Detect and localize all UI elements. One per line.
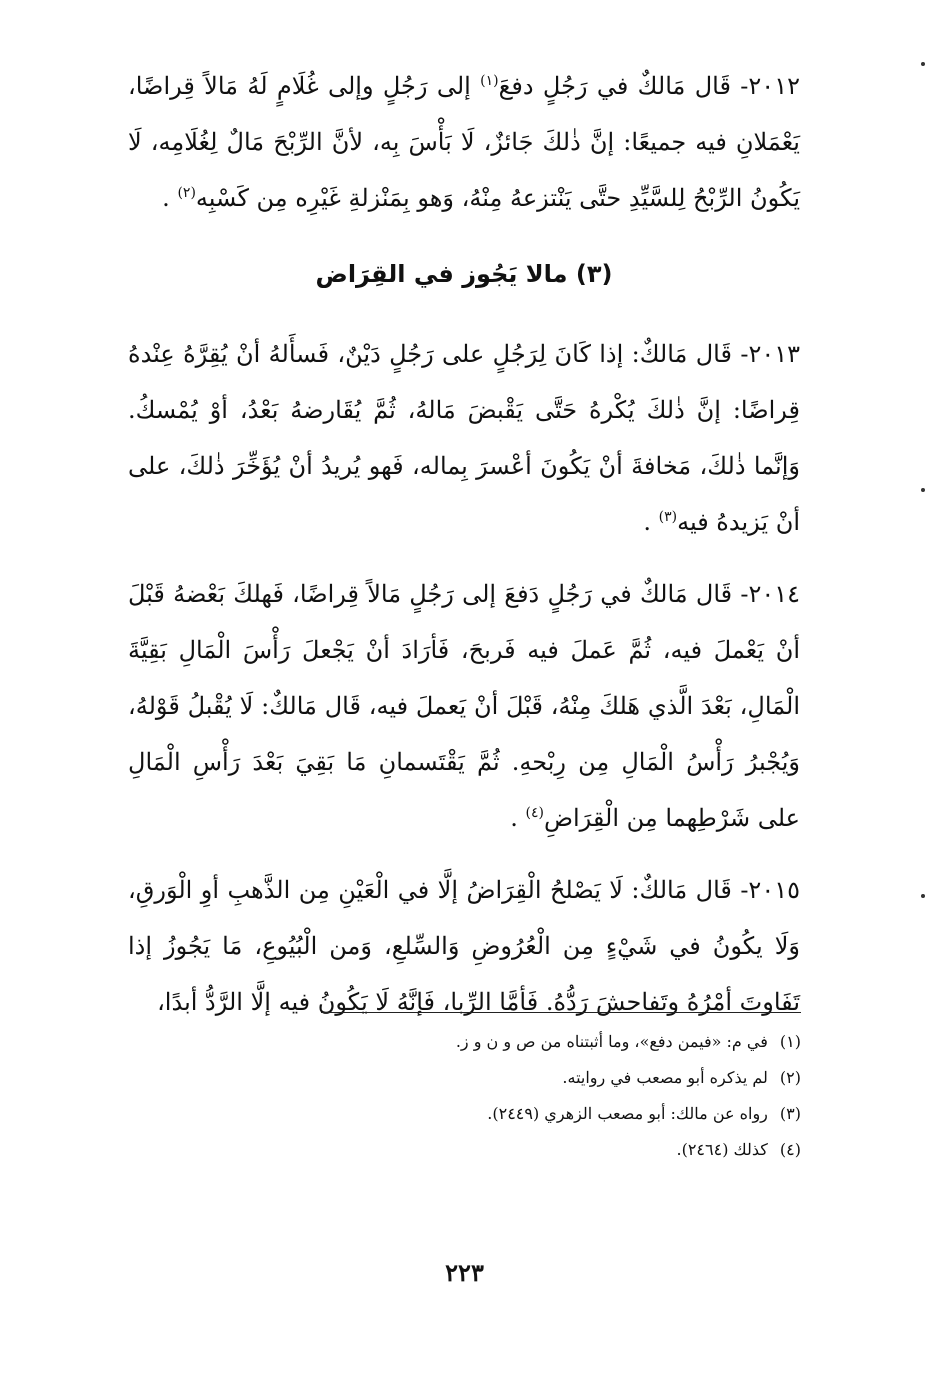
paragraph-text: قَال مَالكٌ: إذا كَانَ لِرَجُلٍ على رَجُلٍ دَيْنٌ، فَسأَلهُ أنْ يُقِرَّهُ عِنْدهُ قِراضًا: إنَّ ذٰلكَ يُكْرهُ حَتَّى يَقْبضَ مَالهُ، ثُمَّ يُقَارضهُ بَعْدُ، أوْ يُمْسكُ. وَإنَّما ذٰلكَ، مَخافةَ أنْ يَكُونَ أعْسرَ بِماله، فَهو يُريدُ أنْ يُؤَخِّرَ ذٰلكَ، على أنْ يَزيدهُ فيه — [128, 340, 800, 536]
page-number: ٢٢٣ — [445, 1258, 484, 1287]
paragraph-text: قَال مَالكٌ في رَجُلٍ دفعَ — [498, 72, 731, 100]
footnote-ref: (٣) — [658, 509, 678, 525]
footnotes — [129, 1024, 801, 1168]
margin-mark — [921, 894, 925, 898]
paragraph-end: . — [643, 508, 651, 536]
paragraph-number: ٢٠١٤- — [740, 580, 800, 608]
paragraph-2012 — [128, 58, 800, 226]
paragraph-2014 — [128, 566, 800, 846]
footnote-text: لم يذكره أبو مصعب في روايته. — [562, 1068, 768, 1087]
paragraph-end: . — [162, 184, 170, 212]
margin-mark — [921, 62, 925, 66]
footnote-ref: (١) — [480, 73, 499, 89]
paragraph-number: ٢٠١٣- — [740, 340, 800, 368]
paragraph-text: قَال مَالكٌ في رَجُلٍ دَفعَ إلى رَجُلٍ مَالاً قِراضًا، فَهلكَ بَعْضهُ قَبْلَ أنْ يَعْملَ فيه، ثُمَّ عَملَ فيه فَربحَ، فَأرَادَ أنْ يَجْعلَ رَأْسَ الْمَالِ بَقِيَّةَ الْمَالِ، بَعْدَ الَّذي هَلكَ مِنْهُ، قَبْلَ أنْ يَعملَ فيه، قَال مَالكٌ: لَا يُقْبلُ قَوْلهُ، وَيُجْبرُ رَأْسُ الْمَالِ مِن رِبْحهِ. ثُمَّ يَقْتَسمانِ مَا بَقِيَ بَعْدَ رَأْسِ الْمَالِ على شَرْطِهما مِن الْقِرَاضِ — [128, 580, 800, 832]
footnote-ref: (٤) — [525, 805, 544, 821]
footnote-number: (١) — [779, 1032, 801, 1051]
margin-mark — [921, 488, 925, 492]
footnote-text: كذلك (٢٤٦٤). — [676, 1140, 768, 1159]
paragraph-text: إلى رَجُلٍ وإلى غُلَامٍ لَهُ مَالاً قِراضًا، يَعْمَلانِ فيه جميعًا: إنَّ ذٰلكَ جَائزٌ، لَا بَأْسَ بِه، لأنَّ الرِّبْحَ مَالٌ لِغُلَامِه، لَا يَكُونُ الرِّبْحُ لِلسَّيِّدِ حتَّى يَنْتزعهُ مِنْهُ، وَهو بِمَنْزلةِ غَيْرِه مِن كَسْبِه — [128, 72, 800, 212]
footnote-1 — [129, 1024, 801, 1060]
footnote-number: (٣) — [779, 1104, 801, 1123]
footnote-3 — [129, 1096, 801, 1132]
footnote-text: في م: «فيمن دفع»، وما أثبتناه من ص و ن و ز. — [455, 1032, 768, 1051]
paragraph-2013 — [128, 326, 800, 550]
main-text — [128, 58, 800, 1030]
footnote-number: (٤) — [779, 1140, 801, 1159]
footnote-text: رواه عن مالك: أبو مصعب الزهري (٢٤٤٩). — [487, 1104, 768, 1123]
footnote-4 — [129, 1132, 801, 1168]
footnote-divider — [321, 1012, 801, 1013]
section-heading: (٣) مالا يَجُوز في القِرَاض — [315, 260, 613, 288]
paragraph-end: . — [510, 804, 518, 832]
footnote-ref: (٢) — [177, 185, 196, 201]
footnote-number: (٢) — [779, 1068, 801, 1087]
footnote-2 — [129, 1060, 801, 1096]
paragraph-number: ٢٠١٥- — [740, 876, 800, 904]
paragraph-2015 — [128, 862, 800, 1030]
paragraph-number: ٢٠١٢- — [740, 72, 800, 100]
paragraph-text: قَال مَالكٌ: لَا يَصْلحُ الْقِرَاضُ إلَّا في الْعَيْنِ مِن الذَّهبِ أوِ الْوَرقِ، وَلَا يكُونُ في شَيْءٍ مِن الْعُرُوضِ وَالسِّلعِ، وَمن الْبُيُوعِ، مَا يَجُوزُ إذا تَفَاوتَ أمْرُهُ وتَفاحشَ رَدُّهُ. فَأمَّا الرِّبا، فَإنَّهُ لَا يَكُونُ فيه إلَّا الرَّدُّ أبدًا، — [128, 876, 801, 1016]
